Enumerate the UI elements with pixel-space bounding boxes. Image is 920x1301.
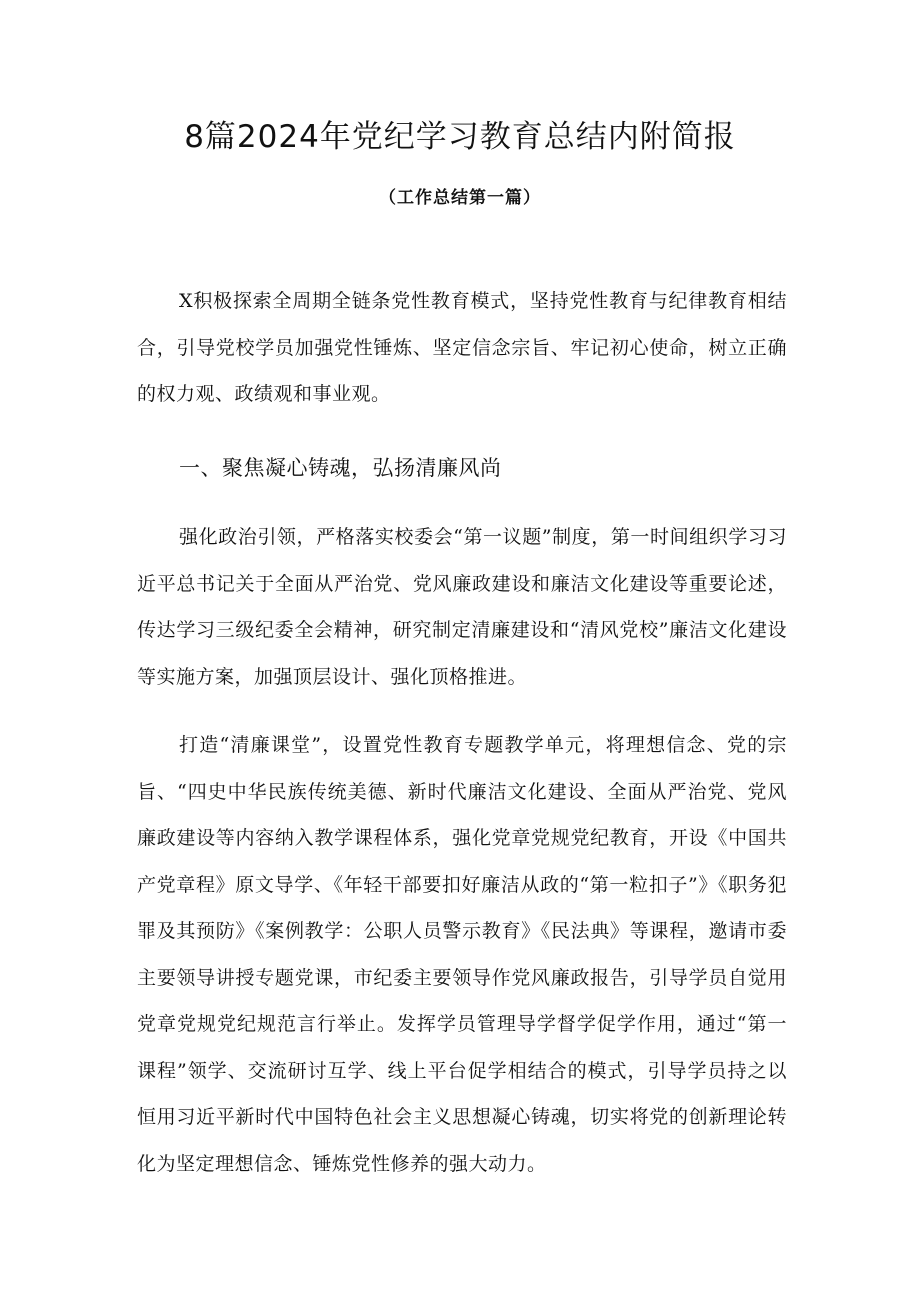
intro-paragraph: X积极探索全周期全链条党性教育模式，坚持党性教育与纪律教育相结合，引导党校学员加强党性锤炼、坚定信念宗旨、牢记初心使命，树立正确的权力观、政绩观和事业观。 [137, 290, 787, 405]
body-paragraph-1: 强化政治引领，严格落实校委会“第一议题”制度，第一时间组织学习习近平总书记关于全面从严治党、党风廉政建设和廉洁文化建设等重要论述，传达学习三级纪委全会精神，研究制定清廉建设和“清风党校”廉洁文化建设等实施方案，加强顶层设计、强化顶格推进。 [137, 526, 787, 688]
document-subtitle: （工作总结第一篇） [379, 188, 541, 208]
body-paragraph-2: 打造“清廉课堂”，设置党性教育专题教学单元，将理想信念、党的宗旨、“四史中华民族传统美德、新时代廉洁文化建设、全面从严治党、党风廉政建设等内容纳入教学课程体系，强化党章党规党纪教育，开设《中国共产党章程》原文导学、《年轻干部要扣好廉洁从政的“第一粒扣子”》《职务犯罪及其预防》《案例教学：公职人员警示教育》《民法典》等课程，邀请市委主要领导讲授专题党课，市纪委主要领导作党风廉政报告，引导学员自觉用党章党规党纪规范言行举止。发挥学员管理导学督学促学作用，通过“第一课程”领学、交流研讨互学、线上平台促学相结合的模式，引导学员持之以恒用习近平新时代中国特色社会主义思想凝心铸魂，切实将党的创新理论转化为坚定理想信念、锤炼党性修养的强大动力。 [137, 734, 787, 1175]
document-title: 8篇2024年党纪学习教育总结内附简报 [184, 119, 736, 155]
section-heading: 一、聚焦凝心铸魂，弘扬清廉风尚 [179, 456, 502, 480]
